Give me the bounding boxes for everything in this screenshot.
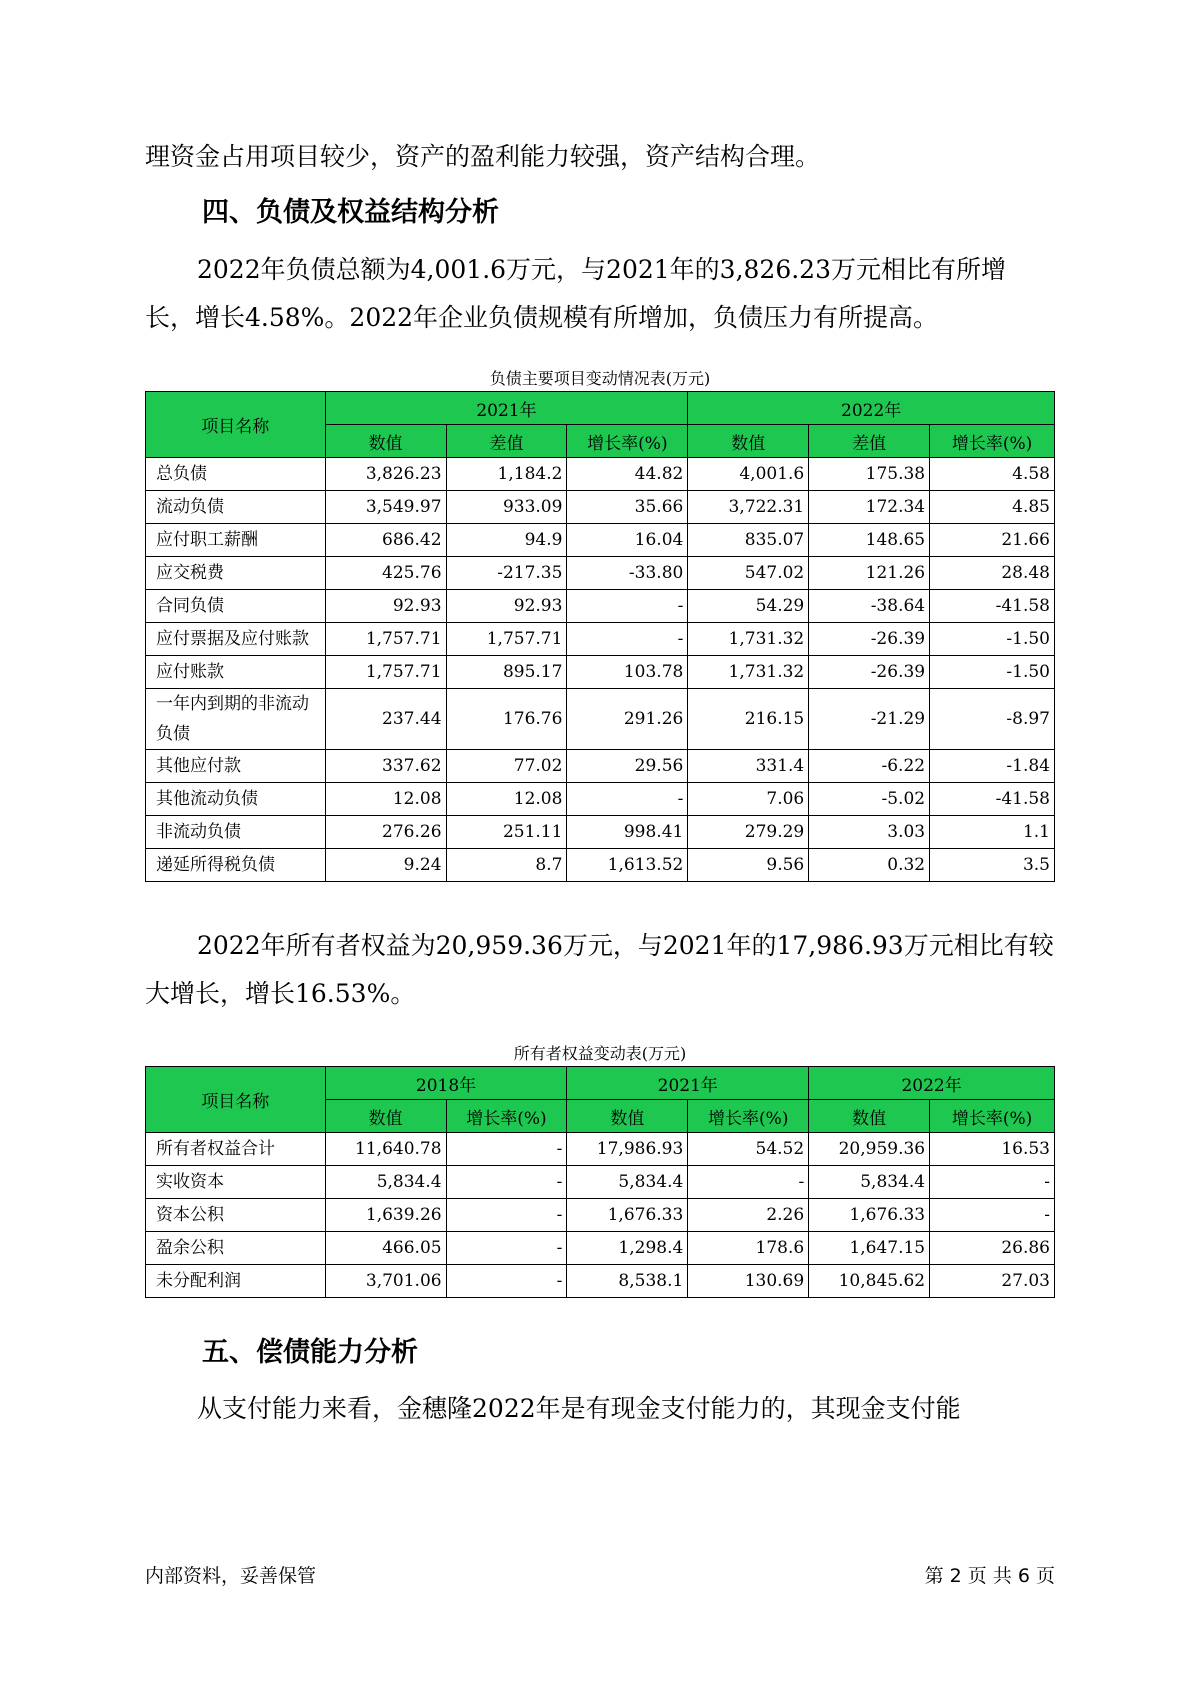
table-cell: 121.26 (809, 557, 930, 590)
table-cell: -41.58 (930, 590, 1055, 623)
row-label: 总负债 (146, 458, 326, 491)
table-cell: -8.97 (930, 689, 1055, 750)
table-cell: - (930, 1199, 1055, 1232)
row-label: 应付职工薪酬 (146, 524, 326, 557)
row-label: 未分配利润 (146, 1265, 326, 1298)
row-label: 流动负债 (146, 491, 326, 524)
table-cell: - (567, 623, 688, 656)
table-cell: 44.82 (567, 458, 688, 491)
table-cell: 1,757.71 (325, 656, 446, 689)
table-cell: 835.07 (688, 524, 809, 557)
table-cell: 130.69 (688, 1265, 809, 1298)
row-label: 资本公积 (146, 1199, 326, 1232)
table-cell: 1.1 (930, 816, 1055, 849)
section-4-heading: 四、负债及权益结构分析 (202, 197, 499, 228)
table-row (146, 458, 1055, 491)
table-cell: - (446, 1166, 567, 1199)
row-label: 其他流动负债 (146, 783, 326, 816)
table-cell: 237.44 (325, 689, 446, 750)
table-cell: 1,757.71 (446, 623, 567, 656)
table-cell: 5,834.4 (567, 1166, 688, 1199)
row-label: 应付账款 (146, 656, 326, 689)
col-header-year: 2022年 (688, 392, 1055, 425)
table-cell: 16.53 (930, 1133, 1055, 1166)
row-label: 实收资本 (146, 1166, 326, 1199)
table-cell: 7.06 (688, 783, 809, 816)
table-row (146, 816, 1055, 849)
table-cell: 10,845.62 (809, 1265, 930, 1298)
col-subheader: 差值 (446, 425, 567, 458)
col-header-year: 2021年 (567, 1067, 809, 1100)
row-label: 应付票据及应付账款 (146, 623, 326, 656)
table-cell: 28.48 (930, 557, 1055, 590)
table-cell: -33.80 (567, 557, 688, 590)
table-row (146, 590, 1055, 623)
table-cell: -1.50 (930, 656, 1055, 689)
row-label: 一年内到期的非流动负债 (146, 689, 326, 750)
table-cell: - (930, 1166, 1055, 1199)
table-cell: 3.03 (809, 816, 930, 849)
table-cell: 12.08 (325, 783, 446, 816)
table-cell: 1,731.32 (688, 623, 809, 656)
table-cell: 5,834.4 (325, 1166, 446, 1199)
equity-paragraph: 2022年所有者权益为20,959.36万元，与2021年的17,986.93万元相比有较大增长，增长16.53%。 (145, 931, 1054, 1008)
row-label: 合同负债 (146, 590, 326, 623)
table-cell: 1,613.52 (567, 849, 688, 882)
row-label: 其他应付款 (146, 750, 326, 783)
table-cell: 3,549.97 (325, 491, 446, 524)
table-cell: 4,001.6 (688, 458, 809, 491)
table-cell: -1.84 (930, 750, 1055, 783)
table-cell: - (567, 783, 688, 816)
col-subheader: 数值 (325, 425, 446, 458)
table-cell: 1,676.33 (567, 1199, 688, 1232)
table-cell: 11,640.78 (325, 1133, 446, 1166)
table-cell: 9.56 (688, 849, 809, 882)
table-cell: 54.52 (688, 1133, 809, 1166)
intro-paragraph: 理资金占用项目较少，资产的盈利能力较强，资产结构合理。 (145, 142, 821, 171)
table-cell: -26.39 (809, 656, 930, 689)
table-cell: 933.09 (446, 491, 567, 524)
table-cell: 3,701.06 (325, 1265, 446, 1298)
col-subheader: 增长率(%) (688, 1100, 809, 1133)
col-header-year: 2021年 (325, 392, 688, 425)
section-4-paragraph: 2022年负债总额为4,001.6万元，与2021年的3,826.23万元相比有所增长，增长4.58%。2022年企业负债规模有所增加，负债压力有所提高。 (145, 255, 1006, 332)
row-label: 非流动负债 (146, 816, 326, 849)
table-cell: 12.08 (446, 783, 567, 816)
table-row (146, 656, 1055, 689)
col-subheader: 增长率(%) (567, 425, 688, 458)
col-subheader: 数值 (325, 1100, 446, 1133)
footer-confidential: 内部资料，妥善保管 (145, 1565, 317, 1587)
table-cell: 20,959.36 (809, 1133, 930, 1166)
col-subheader: 差值 (809, 425, 930, 458)
table-cell: 172.34 (809, 491, 930, 524)
table-cell: 1,647.15 (809, 1232, 930, 1265)
equity-table-caption: 所有者权益变动表(万元) (513, 1044, 687, 1063)
table-cell: 94.9 (446, 524, 567, 557)
table-cell: 77.02 (446, 750, 567, 783)
table-cell: 276.26 (325, 816, 446, 849)
table-cell: 3.5 (930, 849, 1055, 882)
table-cell: 29.56 (567, 750, 688, 783)
table-row (146, 1166, 1055, 1199)
col-subheader: 增长率(%) (930, 1100, 1055, 1133)
table-row (146, 1199, 1055, 1232)
table-cell: 895.17 (446, 656, 567, 689)
table-cell: 35.66 (567, 491, 688, 524)
table-cell: -1.50 (930, 623, 1055, 656)
row-label: 所有者权益合计 (146, 1133, 326, 1166)
table-cell: 54.29 (688, 590, 809, 623)
col-subheader: 数值 (688, 425, 809, 458)
table-row (146, 1232, 1055, 1265)
table-cell: 279.29 (688, 816, 809, 849)
table-cell: -6.22 (809, 750, 930, 783)
table-cell: 176.76 (446, 689, 567, 750)
table-cell: 686.42 (325, 524, 446, 557)
table-row (146, 557, 1055, 590)
row-label: 盈余公积 (146, 1232, 326, 1265)
footer-page-number: 第 2 页 共 6 页 (924, 1565, 1055, 1587)
equity-table (145, 1066, 1055, 1298)
table-cell: 5,834.4 (809, 1166, 930, 1199)
table-cell: -217.35 (446, 557, 567, 590)
liability-table-caption: 负债主要项目变动情况表(万元) (489, 369, 711, 388)
col-subheader: 增长率(%) (930, 425, 1055, 458)
section-5-paragraph: 从支付能力来看，金穗隆2022年是有现金支付能力的，其现金支付能 (197, 1394, 961, 1423)
row-label: 递延所得税负债 (146, 849, 326, 882)
table-cell: 4.58 (930, 458, 1055, 491)
table-cell: - (446, 1232, 567, 1265)
table-cell: 1,298.4 (567, 1232, 688, 1265)
table-cell: 2.26 (688, 1199, 809, 1232)
table-cell: 1,676.33 (809, 1199, 930, 1232)
col-header-year: 2018年 (325, 1067, 567, 1100)
table-cell: 4.85 (930, 491, 1055, 524)
table-row (146, 1265, 1055, 1298)
col-subheader: 数值 (809, 1100, 930, 1133)
section-5-heading: 五、偿债能力分析 (202, 1337, 418, 1368)
table-row (146, 750, 1055, 783)
table-row (146, 491, 1055, 524)
table-cell: -21.29 (809, 689, 930, 750)
col-subheader: 增长率(%) (446, 1100, 567, 1133)
col-header-item-name: 项目名称 (146, 392, 326, 458)
table-cell: 175.38 (809, 458, 930, 491)
table-cell: 547.02 (688, 557, 809, 590)
table-cell: 16.04 (567, 524, 688, 557)
table-cell: 9.24 (325, 849, 446, 882)
table-row (146, 524, 1055, 557)
table-cell: 466.05 (325, 1232, 446, 1265)
table-row (146, 849, 1055, 882)
table-row (146, 1133, 1055, 1166)
table-cell: 8.7 (446, 849, 567, 882)
table-cell: 3,826.23 (325, 458, 446, 491)
col-subheader: 数值 (567, 1100, 688, 1133)
table-row (146, 783, 1055, 816)
table-cell: 92.93 (446, 590, 567, 623)
table-cell: 1,639.26 (325, 1199, 446, 1232)
table-cell: 92.93 (325, 590, 446, 623)
table-cell: 251.11 (446, 816, 567, 849)
table-cell: 0.32 (809, 849, 930, 882)
table-cell: 8,538.1 (567, 1265, 688, 1298)
table-cell: - (446, 1265, 567, 1298)
table-cell: - (567, 590, 688, 623)
table-cell: 178.6 (688, 1232, 809, 1265)
col-header-item-name: 项目名称 (146, 1067, 326, 1133)
table-row (146, 689, 1055, 750)
table-cell: 291.26 (567, 689, 688, 750)
table-cell: 1,731.32 (688, 656, 809, 689)
table-cell: -41.58 (930, 783, 1055, 816)
table-cell: 27.03 (930, 1265, 1055, 1298)
table-cell: -26.39 (809, 623, 930, 656)
table-cell: 425.76 (325, 557, 446, 590)
table-cell: - (446, 1133, 567, 1166)
row-label: 应交税费 (146, 557, 326, 590)
table-cell: 103.78 (567, 656, 688, 689)
table-cell: 17,986.93 (567, 1133, 688, 1166)
table-cell: -38.64 (809, 590, 930, 623)
table-cell: 1,184.2 (446, 458, 567, 491)
table-cell: -5.02 (809, 783, 930, 816)
table-cell: - (688, 1166, 809, 1199)
col-header-year: 2022年 (809, 1067, 1055, 1100)
table-cell: 148.65 (809, 524, 930, 557)
table-cell: 331.4 (688, 750, 809, 783)
table-cell: - (446, 1199, 567, 1232)
table-cell: 26.86 (930, 1232, 1055, 1265)
table-cell: 21.66 (930, 524, 1055, 557)
table-cell: 998.41 (567, 816, 688, 849)
table-cell: 1,757.71 (325, 623, 446, 656)
liability-table (145, 391, 1055, 882)
table-cell: 216.15 (688, 689, 809, 750)
table-cell: 337.62 (325, 750, 446, 783)
table-cell: 3,722.31 (688, 491, 809, 524)
table-row (146, 623, 1055, 656)
